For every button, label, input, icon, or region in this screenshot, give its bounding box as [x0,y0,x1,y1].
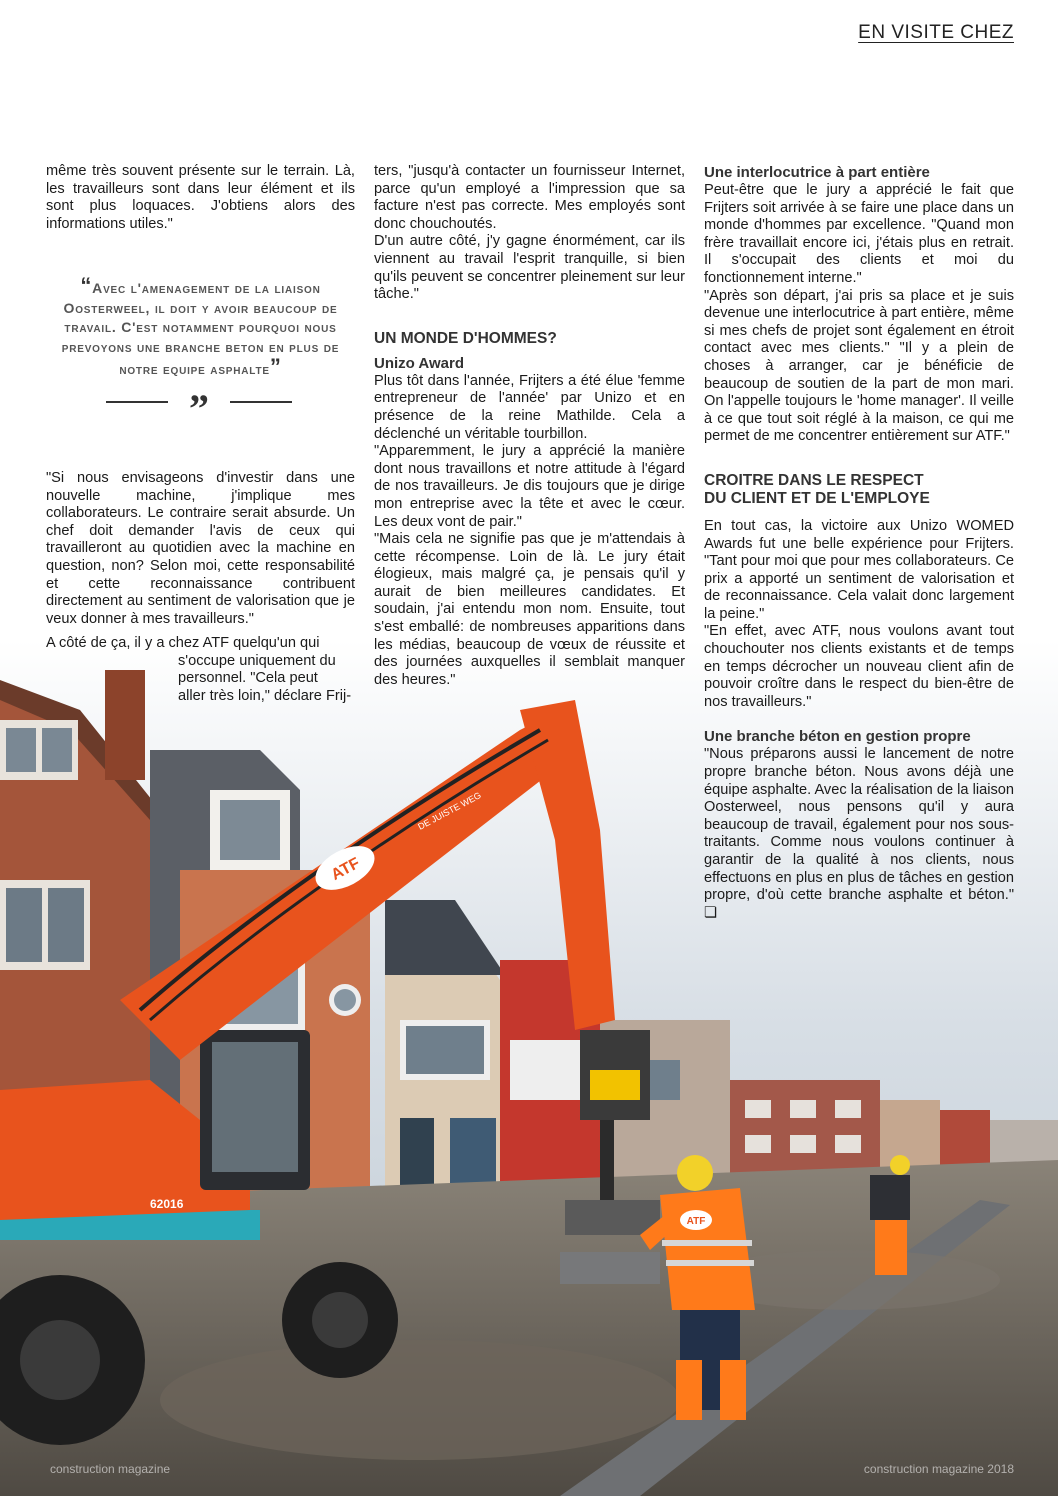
col3-para2: "Après son départ, j'ai pris sa place et je suis devenue une interlocutrice à part entière, même si mes chefs de projet sont également en étroit contact avec mes clients." "Il y a plein de choses à arranger, car je bénéficie de beaucoup de soutien de la part de mon mari. On l'appelle toujours le 'home manager'. Il veille à ce que tout soit réglé à la maison, ce qui me permet de me concentrer entièrement sur ATF." [704,287,1014,445]
col3-subhead-2: Une branche béton en gestion propre [704,728,971,746]
col2-para2: D'un autre côté, j'y gagne énormément, car ils viennent au travail l'esprit tranquille, si bien qu'ils peuvent se concentrer pleinement sur leur tâche." [374,233,685,303]
col1-para3-line2: s'occupe uniquement du [178,652,336,669]
col2-section-head: UN MONDE D'HOMMES? [374,329,557,347]
col3-para3: En tout cas, la victoire aux Unizo WOMED Awards fut une belle expérience pour Frijters. "Tant pour moi que pour mes collaborateurs. Ce prix a apporté un sentiment de valorisation et de reconnaissance. Cela valait donc largement la peine." [704,517,1014,622]
col1-para2: "Si nous envisageons d'investir dans une nouvelle machine, j'implique mes collaborateurs. Le contraire serait absurde. Un chef doit demander l'avis de ceux qui travailleront au quotidien avec la machine en question, non? Selon moi, cette responsabilité et cette reconnaissance contribuent directement au sentiment de valorisation que je veux donner à mes travailleurs." [46,470,355,627]
col1-para3-line4: aller très loin," déclare Frij- [178,687,352,704]
col3-para5-text: "Nous préparons aussi le lancement de notre propre branche béton. Nous avons déjà une équipe asphalte. Avec la réalisation de la liaison Oosterweel, nous pensons qu'il y aura beaucoup de travail, également pour nos sous-traitants. Comme nous voulons continuer à garantir de la qualité à nos clients, nous effectuons en plus en plus de tâches en gestion propre, d'où cette branche asphalte et béton." [704,746,1014,904]
col3-section-head-1: CROITRE DANS LE RESPECT [704,471,924,489]
pullquote-open-mark: “ [80,273,93,298]
col2-para3: Plus tôt dans l'année, Frijters a été élue 'femme entrepreneur de l'année' par Unizo et en présence de la reine Mathilde. Cela a déclenché un véritable tourbillon. [374,372,685,442]
col2-para5: "Mais cela ne signifie pas que je m'attendais à cette récompense. Loin de là. Le jury était élogieux, mais malgré ça, je pensais qu'il y aurait de bien meilleures candidates. Et soudain, j'ai entendu mon nom. Ensuite, tout s'est emballé: de nombreuses apparitions dans les médias, beaucoup de vœux de réussite et des journées auxquelles il semblait manquer des heures." [374,531,685,688]
column-1 [46,163,355,233]
col3-para1: Peut-être que le jury a apprécié le fait que Frijters soit arrivée à se faire une place dans un monde d'hommes par excellence. "Quand mon frère travaillait encore ici, j'étais plus en retrait. Il s'occupait des clients et moi du fonctionnement interne." [704,182,1014,286]
pullquote-text: Avec l'amenagement de la liaison Oosterweel, il doit y avoir beaucoup de travail. C'est notamment pourquoi nous prevoyons une branche beton en plus de notre equipe asphalte [61,280,340,377]
pullquote-close-mark: ” [269,354,282,379]
column-3 [704,163,1014,922]
col1-para3-line1: A côté de ça, il y a chez ATF quelqu'un qui [46,635,320,651]
col3-section-head-2: DU CLIENT ET DE L'EMPLOYE [704,489,930,507]
footer-left: construction magazine [50,1462,171,1476]
excavator-number: 62016 [150,1197,184,1211]
section-label: EN VISITE CHEZ [858,22,1014,43]
column-1-wrap [46,635,355,705]
quote-mark-icon: ” [189,390,209,424]
col1-para3-line3: personnel. "Cela peut [178,670,318,687]
footer-right: construction magazine 2018 [863,1462,1014,1476]
pull-quote [46,273,355,380]
col3-para5 [704,746,1014,922]
col3-para4: "En effet, avec ATF, nous voulons avant tout chouchouter nos clients existants et de temps en temps décrocher un nouveau client afin de pouvoir croître dans le respect du bien-être de nos travailleurs." [704,623,1014,710]
vest-logo: ATF [686,1216,706,1227]
col2-subhead: Unizo Award [374,354,465,372]
boom-brand: ATF [328,854,363,884]
boom-slogan: DE JUISTE WEG [416,790,483,832]
col3-subhead-1: Une interlocutrice à part entière [704,164,930,181]
col2-para1: ters, "jusqu'à contacter un fournisseur Internet, parce qu'un employé a l'impression que sa facture n'est pas correcte. Mes employés sont donc chouchoutés. [374,163,685,232]
end-mark-icon: ❏ [704,904,718,921]
quote-divider [106,390,292,424]
col2-para4: "Apparemment, le jury a apprécié la manière dont nous travaillons et notre attitude à l'égard de nos travailleurs. Je dis toujours que je dirige mon entreprise avec la tête et avec le cœur. Les deux vont de pair." [374,443,685,530]
column-2 [374,163,685,689]
column-1-lower [46,470,355,628]
kerb-stone [560,1252,660,1284]
col1-intro: même très souvent présente sur le terrain. Là, les travailleurs sont dans leur élément et ils sont plus loquaces. J'obtiens alors des informations utiles." [46,163,355,232]
